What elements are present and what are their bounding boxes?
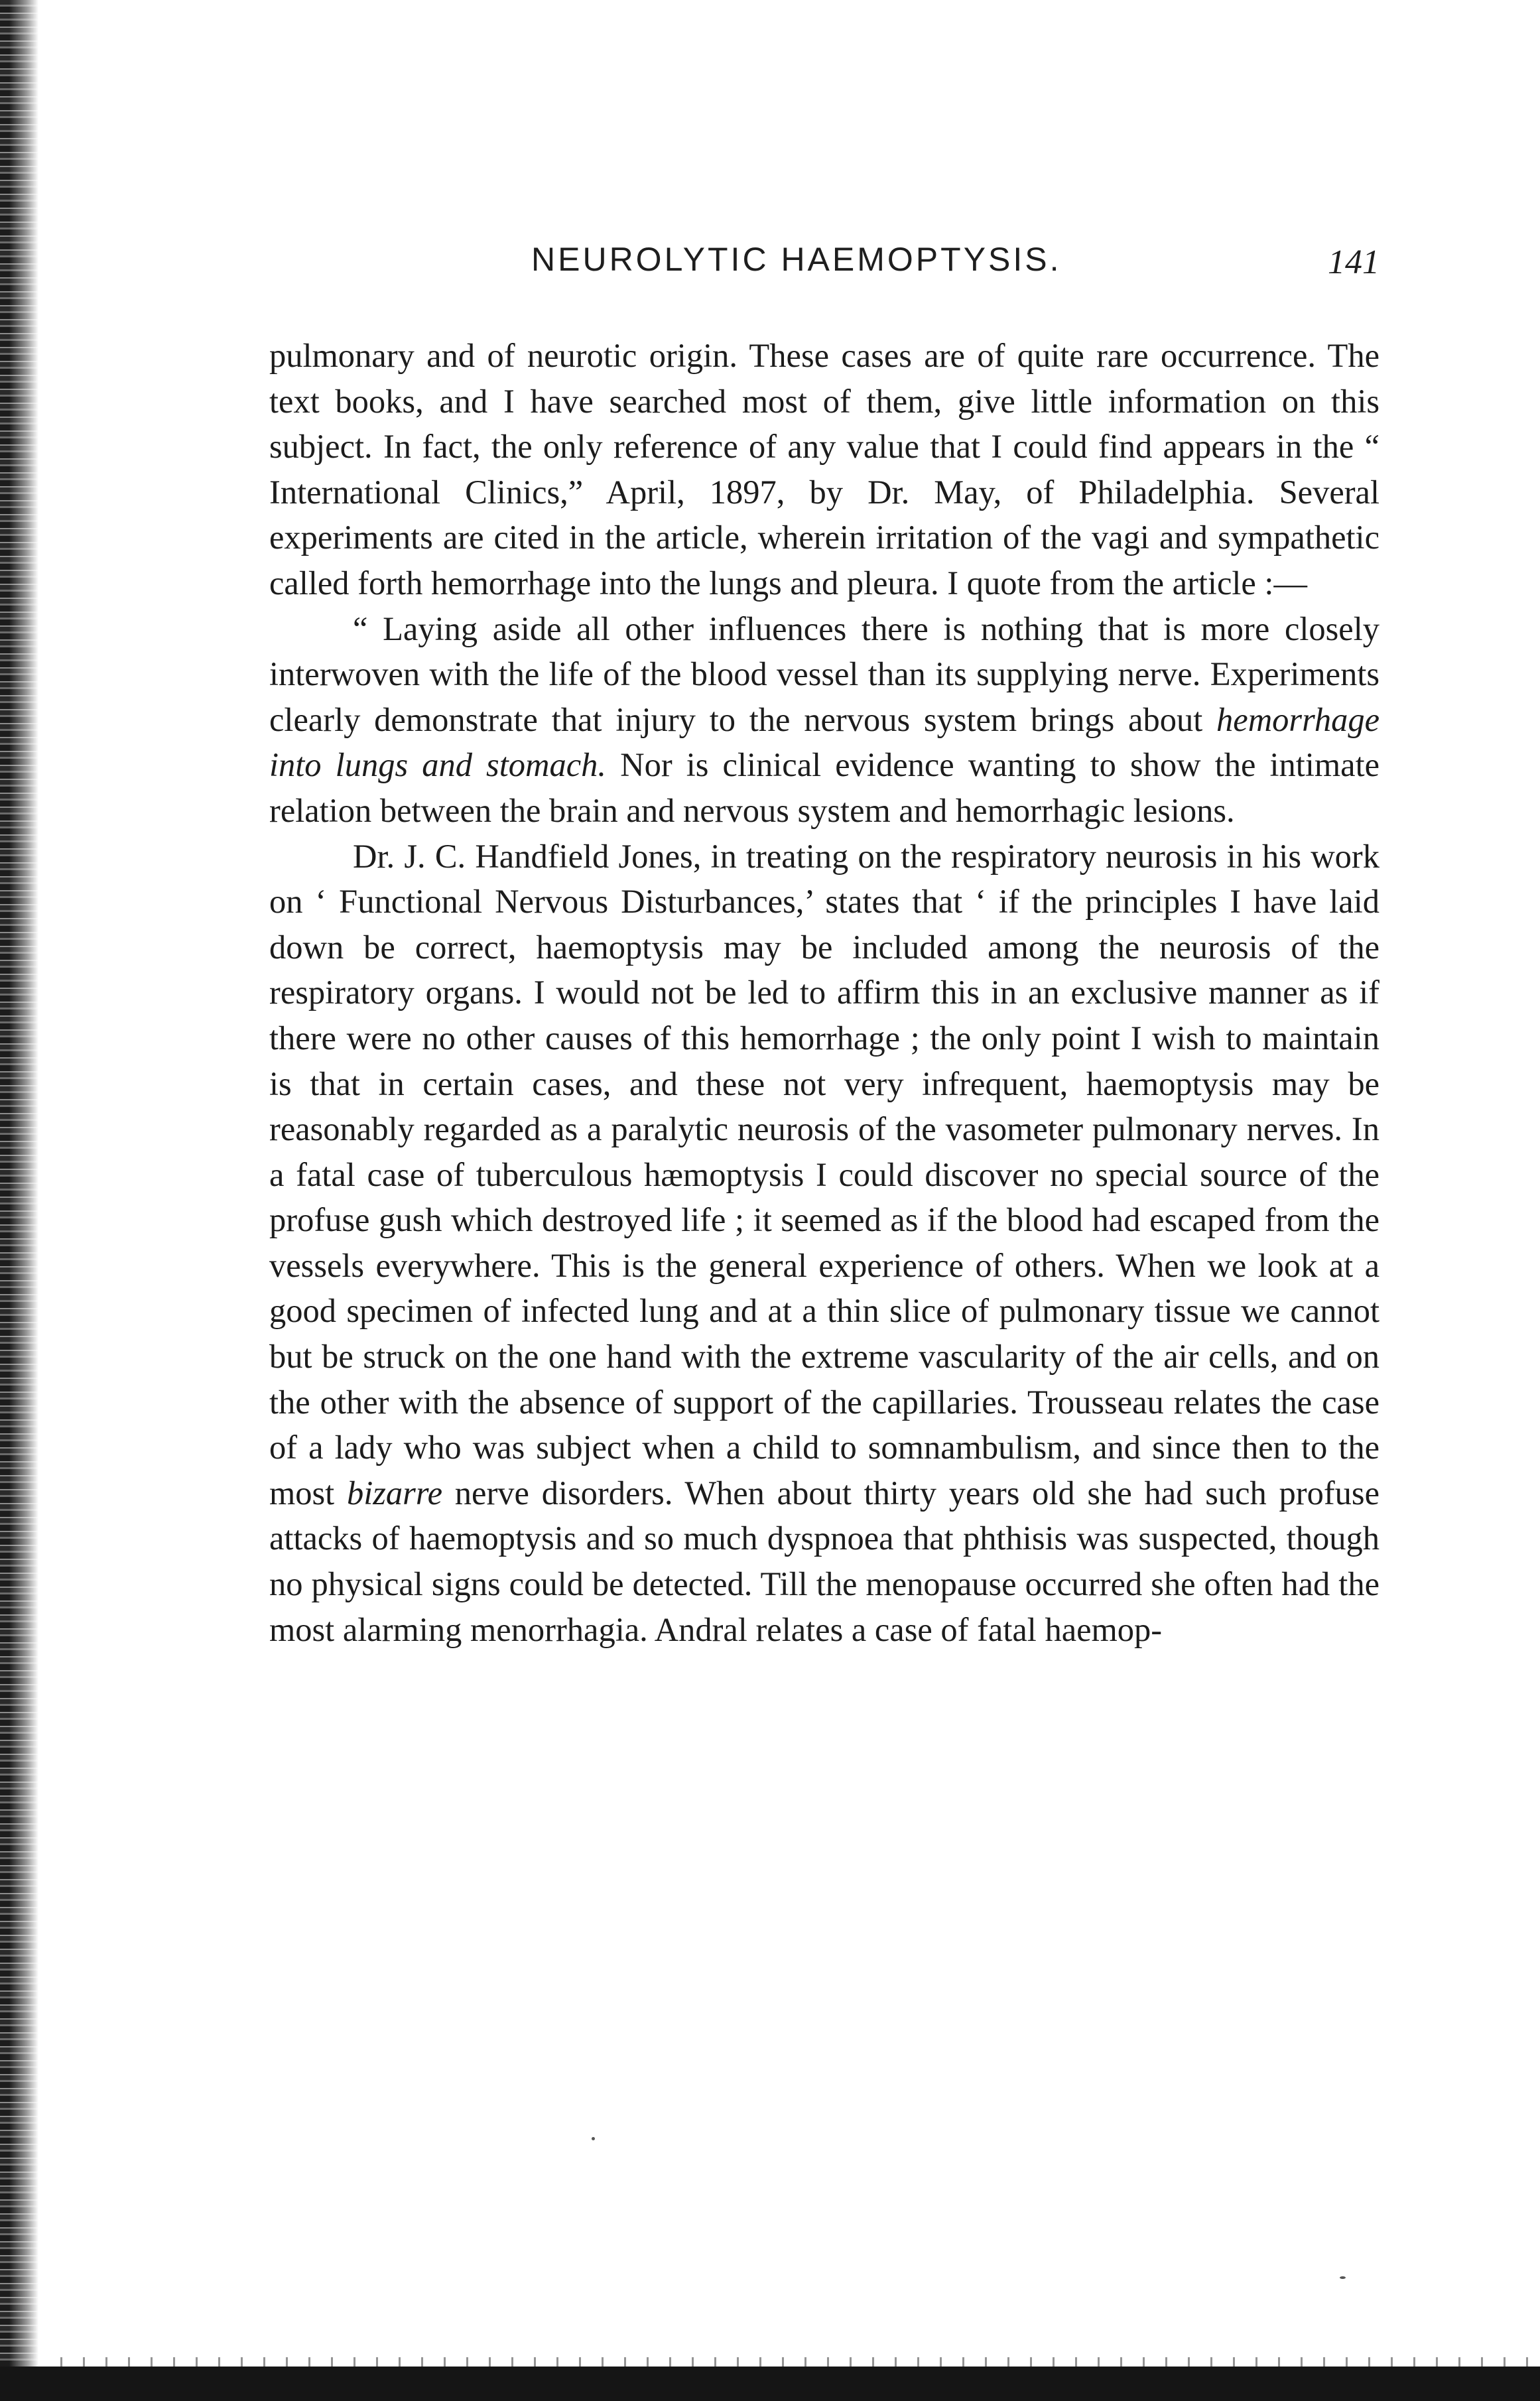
scanned-bottom-edge	[0, 2367, 1540, 2401]
paragraph-2-text-after: Nor is clinical evidence wanting to show the intimate relation between the brain and nervous system and hemorrhagic lesions.	[269, 746, 1380, 829]
running-head	[269, 240, 1380, 296]
paragraph-3-text-after: nerve disorders. When about thirty years old she had such profuse attacks of haemoptysis and so much dyspnoea that phthisis was suspected, though no physical signs could be detected. Till the menopause occurred she often had the most alarming menorrhagia. Andral relates a case of fatal haemop-	[269, 1474, 1380, 1648]
paragraph-3-italic-word: bizarre	[346, 1474, 443, 1512]
book-page	[269, 240, 1380, 1652]
paragraph-3-text-before: Dr. J. C. Handfield Jones, in treating on the respiratory neurosis in his work on ‘ Functional Nervous Disturbances,’ states that ‘ if the principles I have laid down be correct, haemoptysis may be included among the neurosis of the respiratory organs. I would not be led to affirm this in an exclusive manner as if there were no other causes of this hemorrhage ; the only point I wish to maintain is that in certain cases, and these not very infrequent, haemoptysis may be reasonably regarded as a paralytic neurosis of the vasometer pulmonary nerves. In a fatal case of tuberculous hæmoptysis I could discover no special source of the profuse gush which destroyed life ; it seemed as if the blood had escaped from the vessels everywhere. This is the general experience of others. When we look at a good specimen of infected lung and at a thin slice of pulmonary tissue we cannot but be struck on the one hand with the extreme vascularity of the air cells, and on the other with the absence of support of the capillaries. Trousseau relates the case of a lady who was subject when a child to somnambulism, and since then to the most	[269, 837, 1380, 1512]
scan-bottom-noise	[40, 2357, 1532, 2367]
paragraph-1-text: pulmonary and of neurotic origin. These cases are of quite rare occurrence. The text books, and I have searched most of them, give little information on this subject. In fact, the only reference of any value that I could find appears in the “ International Clinics,” April, 1897, by Dr. May, of Philadelphia. Several experiments are cited in the article, wherein irritation of the vagi and sympathetic called forth hemorrhage into the lungs and pleura. I quote from the article :—	[269, 337, 1380, 602]
scanned-binding-edge	[0, 0, 38, 2401]
running-title: NEUROLYTIC HAEMOPTYSIS.	[531, 241, 1062, 278]
paragraph-2-quotation	[269, 606, 1380, 834]
paragraph-2-text-before: “ Laying aside all other influences there is nothing that is more closely interwoven with the life of the blood vessel than its supplying nerve. Experiments clearly demonstrate that injury to the nervous system brings about	[269, 610, 1380, 738]
paragraph-1	[269, 333, 1380, 606]
scan-speck	[592, 2137, 595, 2140]
paragraph-3	[269, 834, 1380, 1653]
page-number: 141	[1328, 243, 1380, 281]
body-text	[269, 333, 1380, 1652]
paragraph-2-italic-phrase: hemorrhage into lungs and stomach.	[269, 700, 1380, 784]
scan-speck	[1340, 2276, 1346, 2279]
